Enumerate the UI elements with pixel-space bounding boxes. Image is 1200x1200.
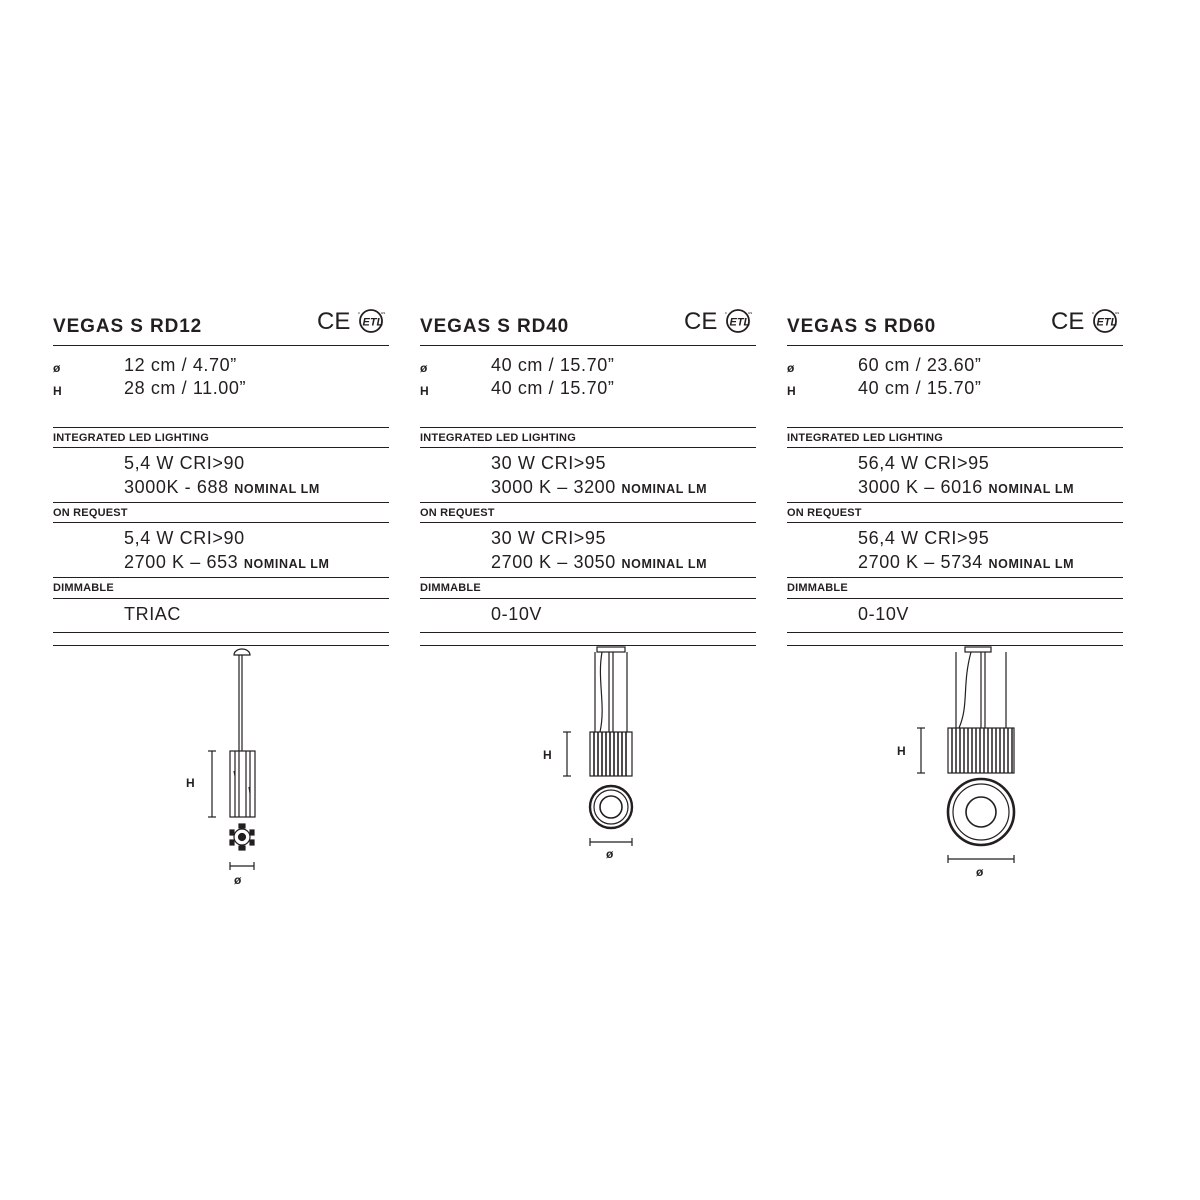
product-title: VEGAS S RD60 [787, 316, 937, 337]
divider [787, 522, 1123, 523]
product-spec-rd12 [53, 300, 389, 624]
product-spec-rd40 [420, 300, 756, 624]
drawing-rd40 [420, 645, 756, 905]
ce-etl-marks-icon [1051, 306, 1121, 336]
divider [787, 577, 1123, 578]
nominal-lm-label: NOMINAL LM [243, 557, 330, 571]
section-label-on-request: ON REQUEST [53, 507, 128, 519]
divider [787, 345, 1123, 346]
integrated-lumen: 3000 K – 3200 [491, 477, 616, 497]
nominal-lm-label: NOMINAL LM [988, 482, 1075, 496]
height-dimension-label: H [897, 744, 906, 758]
ce-etl-marks-icon [317, 306, 387, 336]
product-header [420, 300, 756, 344]
diameter-dimension-label: ø [976, 865, 984, 879]
dimmable-value: TRIAC [124, 604, 181, 624]
diameter-symbol: ø [53, 361, 61, 375]
height-dimension-label: H [186, 776, 195, 790]
divider [420, 345, 756, 346]
divider [420, 447, 756, 448]
height-value: 40 cm / 15.70” [491, 378, 615, 398]
svg-text:us: us [1115, 310, 1120, 315]
dimmable-value: 0-10V [858, 604, 910, 624]
divider [787, 632, 1123, 633]
section-label-on-request: ON REQUEST [420, 507, 495, 519]
nominal-lm-label: NOMINAL LM [234, 482, 320, 496]
height-value: 28 cm / 11.00” [124, 378, 247, 398]
on-request-power: 30 W CRI>95 [491, 528, 607, 548]
svg-text:ETL: ETL [1096, 316, 1118, 329]
diameter-symbol: ø [787, 361, 795, 375]
integrated-power: 5,4 W CRI>90 [124, 453, 245, 473]
section-label-dimmable: DIMMABLE [53, 582, 114, 594]
height-dimension-label: H [543, 748, 552, 762]
divider [53, 447, 389, 448]
on-request-power: 5,4 W CRI>90 [124, 528, 245, 548]
on-request-lumen: 2700 K – 3050 [491, 552, 616, 572]
divider [787, 502, 1123, 503]
divider [787, 598, 1123, 599]
on-request-lumen: 2700 K – 5734 [858, 552, 983, 572]
divider [420, 522, 756, 523]
diameter-value: 12 cm / 4.70” [124, 355, 237, 375]
divider [53, 427, 389, 428]
height-value: 40 cm / 15.70” [858, 378, 982, 398]
product-header [53, 300, 389, 344]
product-header [787, 300, 1123, 344]
section-label-dimmable: DIMMABLE [420, 582, 481, 594]
diameter-symbol: ø [420, 361, 428, 375]
nominal-lm-label: NOMINAL LM [988, 557, 1075, 571]
svg-text:CE: CE [684, 308, 718, 335]
svg-text:CE: CE [1051, 308, 1085, 335]
diameter-dimension-label: ø [606, 847, 614, 861]
diameter-value: 60 cm / 23.60” [858, 355, 982, 375]
drawing-rd60 [787, 645, 1123, 905]
product-title: VEGAS S RD12 [53, 316, 203, 337]
integrated-lumen: 3000K - 688 [124, 477, 229, 497]
svg-text:c: c [358, 310, 360, 315]
certification-marks [317, 306, 387, 336]
nominal-lm-label: NOMINAL LM [621, 557, 708, 571]
divider [53, 598, 389, 599]
divider [420, 577, 756, 578]
svg-text:us: us [748, 310, 753, 315]
pendant-lamp-rd12-icon [53, 645, 389, 905]
divider [53, 502, 389, 503]
product-spec-rd60 [787, 300, 1123, 624]
section-label-integrated: INTEGRATED LED LIGHTING [787, 432, 943, 444]
on-request-lumen: 2700 K – 653 [124, 552, 244, 572]
svg-text:c: c [725, 310, 727, 315]
svg-text:us: us [381, 310, 386, 315]
product-title: VEGAS S RD40 [420, 316, 570, 337]
divider [420, 427, 756, 428]
integrated-power: 56,4 W CRI>95 [858, 453, 990, 473]
certification-marks [684, 306, 754, 336]
svg-text:CE: CE [317, 308, 351, 335]
svg-text:ETL: ETL [362, 316, 384, 329]
section-label-integrated: INTEGRATED LED LIGHTING [420, 432, 576, 444]
integrated-lumen: 3000 K – 6016 [858, 477, 983, 497]
section-label-on-request: ON REQUEST [787, 507, 862, 519]
integrated-power: 30 W CRI>95 [491, 453, 607, 473]
on-request-power: 56,4 W CRI>95 [858, 528, 990, 548]
dimmable-value: 0-10V [491, 604, 543, 624]
divider [53, 345, 389, 346]
section-label-integrated: INTEGRATED LED LIGHTING [53, 432, 209, 444]
ce-etl-marks-icon [684, 306, 754, 336]
svg-text:c: c [1092, 310, 1094, 315]
pendant-lamp-rd40-icon [420, 645, 756, 905]
svg-text:ETL: ETL [729, 316, 751, 329]
drawing-rd12 [53, 645, 389, 905]
divider [787, 427, 1123, 428]
divider [420, 632, 756, 633]
diameter-dimension-label: ø [234, 873, 242, 887]
divider [53, 522, 389, 523]
certification-marks [1051, 306, 1121, 336]
diameter-value: 40 cm / 15.70” [491, 355, 615, 375]
nominal-lm-label: NOMINAL LM [621, 482, 708, 496]
height-symbol: H [53, 384, 62, 398]
section-label-dimmable: DIMMABLE [787, 582, 848, 594]
divider [420, 502, 756, 503]
height-symbol: H [420, 384, 429, 398]
divider [420, 598, 756, 599]
pendant-lamp-rd60-icon [787, 645, 1123, 905]
divider [787, 447, 1123, 448]
divider [53, 632, 389, 633]
height-symbol: H [787, 384, 796, 398]
divider [53, 577, 389, 578]
